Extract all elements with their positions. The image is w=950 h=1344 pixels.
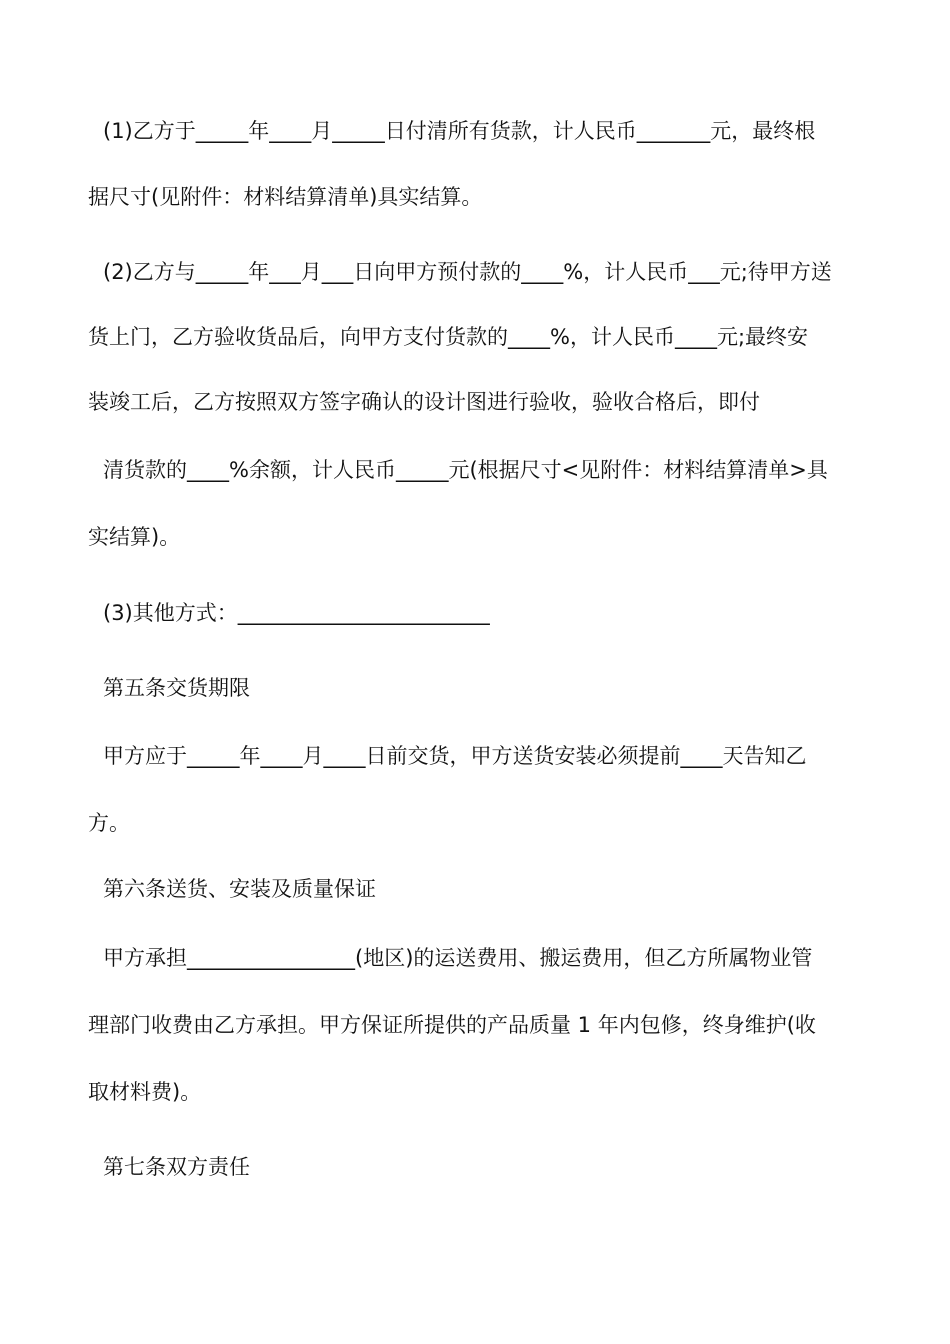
clause-1-line-2: 据尺寸(见附件：材料结算清单)具实结算。 [88, 185, 483, 209]
section-6-heading: 第六条送货、安装及质量保证 [103, 877, 376, 901]
clause-3-line: (3)其他方式：________________________ [103, 601, 490, 625]
clause-1-line-1: (1)乙方于_____年____月_____日付清所有货款，计人民币_______元，最终根 [103, 119, 816, 143]
clause-2-line-3: 装竣工后，乙方按照双方签字确认的设计图进行验收，验收合格后，即付 [88, 390, 760, 414]
clause-2-line-5: 实结算)。 [88, 525, 181, 549]
section-6-line-3: 取材料费)。 [88, 1080, 202, 1104]
section-5-line-1: 甲方应于_____年____月____日前交货，甲方送货安装必须提前____天告知乙 [103, 744, 807, 768]
clause-2-line-1: (2)乙方与_____年___月___日向甲方预付款的____%，计人民币___元;待甲方送 [103, 260, 832, 284]
section-5-heading: 第五条交货期限 [103, 676, 250, 700]
clause-2-line-4: 清货款的____%余额，计人民币_____元(根据尺寸<见附件：材料结算清单>具 [103, 458, 828, 482]
section-6-line-2: 理部门收费由乙方承担。甲方保证所提供的产品质量 1 年内包修，终身维护(收 [88, 1013, 816, 1037]
section-7-heading: 第七条双方责任 [103, 1155, 250, 1179]
section-5-line-2: 方。 [88, 811, 130, 835]
section-6-line-1: 甲方承担________________(地区)的运送费用、搬运费用，但乙方所属物业管 [103, 946, 813, 970]
clause-2-line-2: 货上门，乙方验收货品后，向甲方支付货款的____%，计人民币____元;最终安 [88, 325, 809, 349]
